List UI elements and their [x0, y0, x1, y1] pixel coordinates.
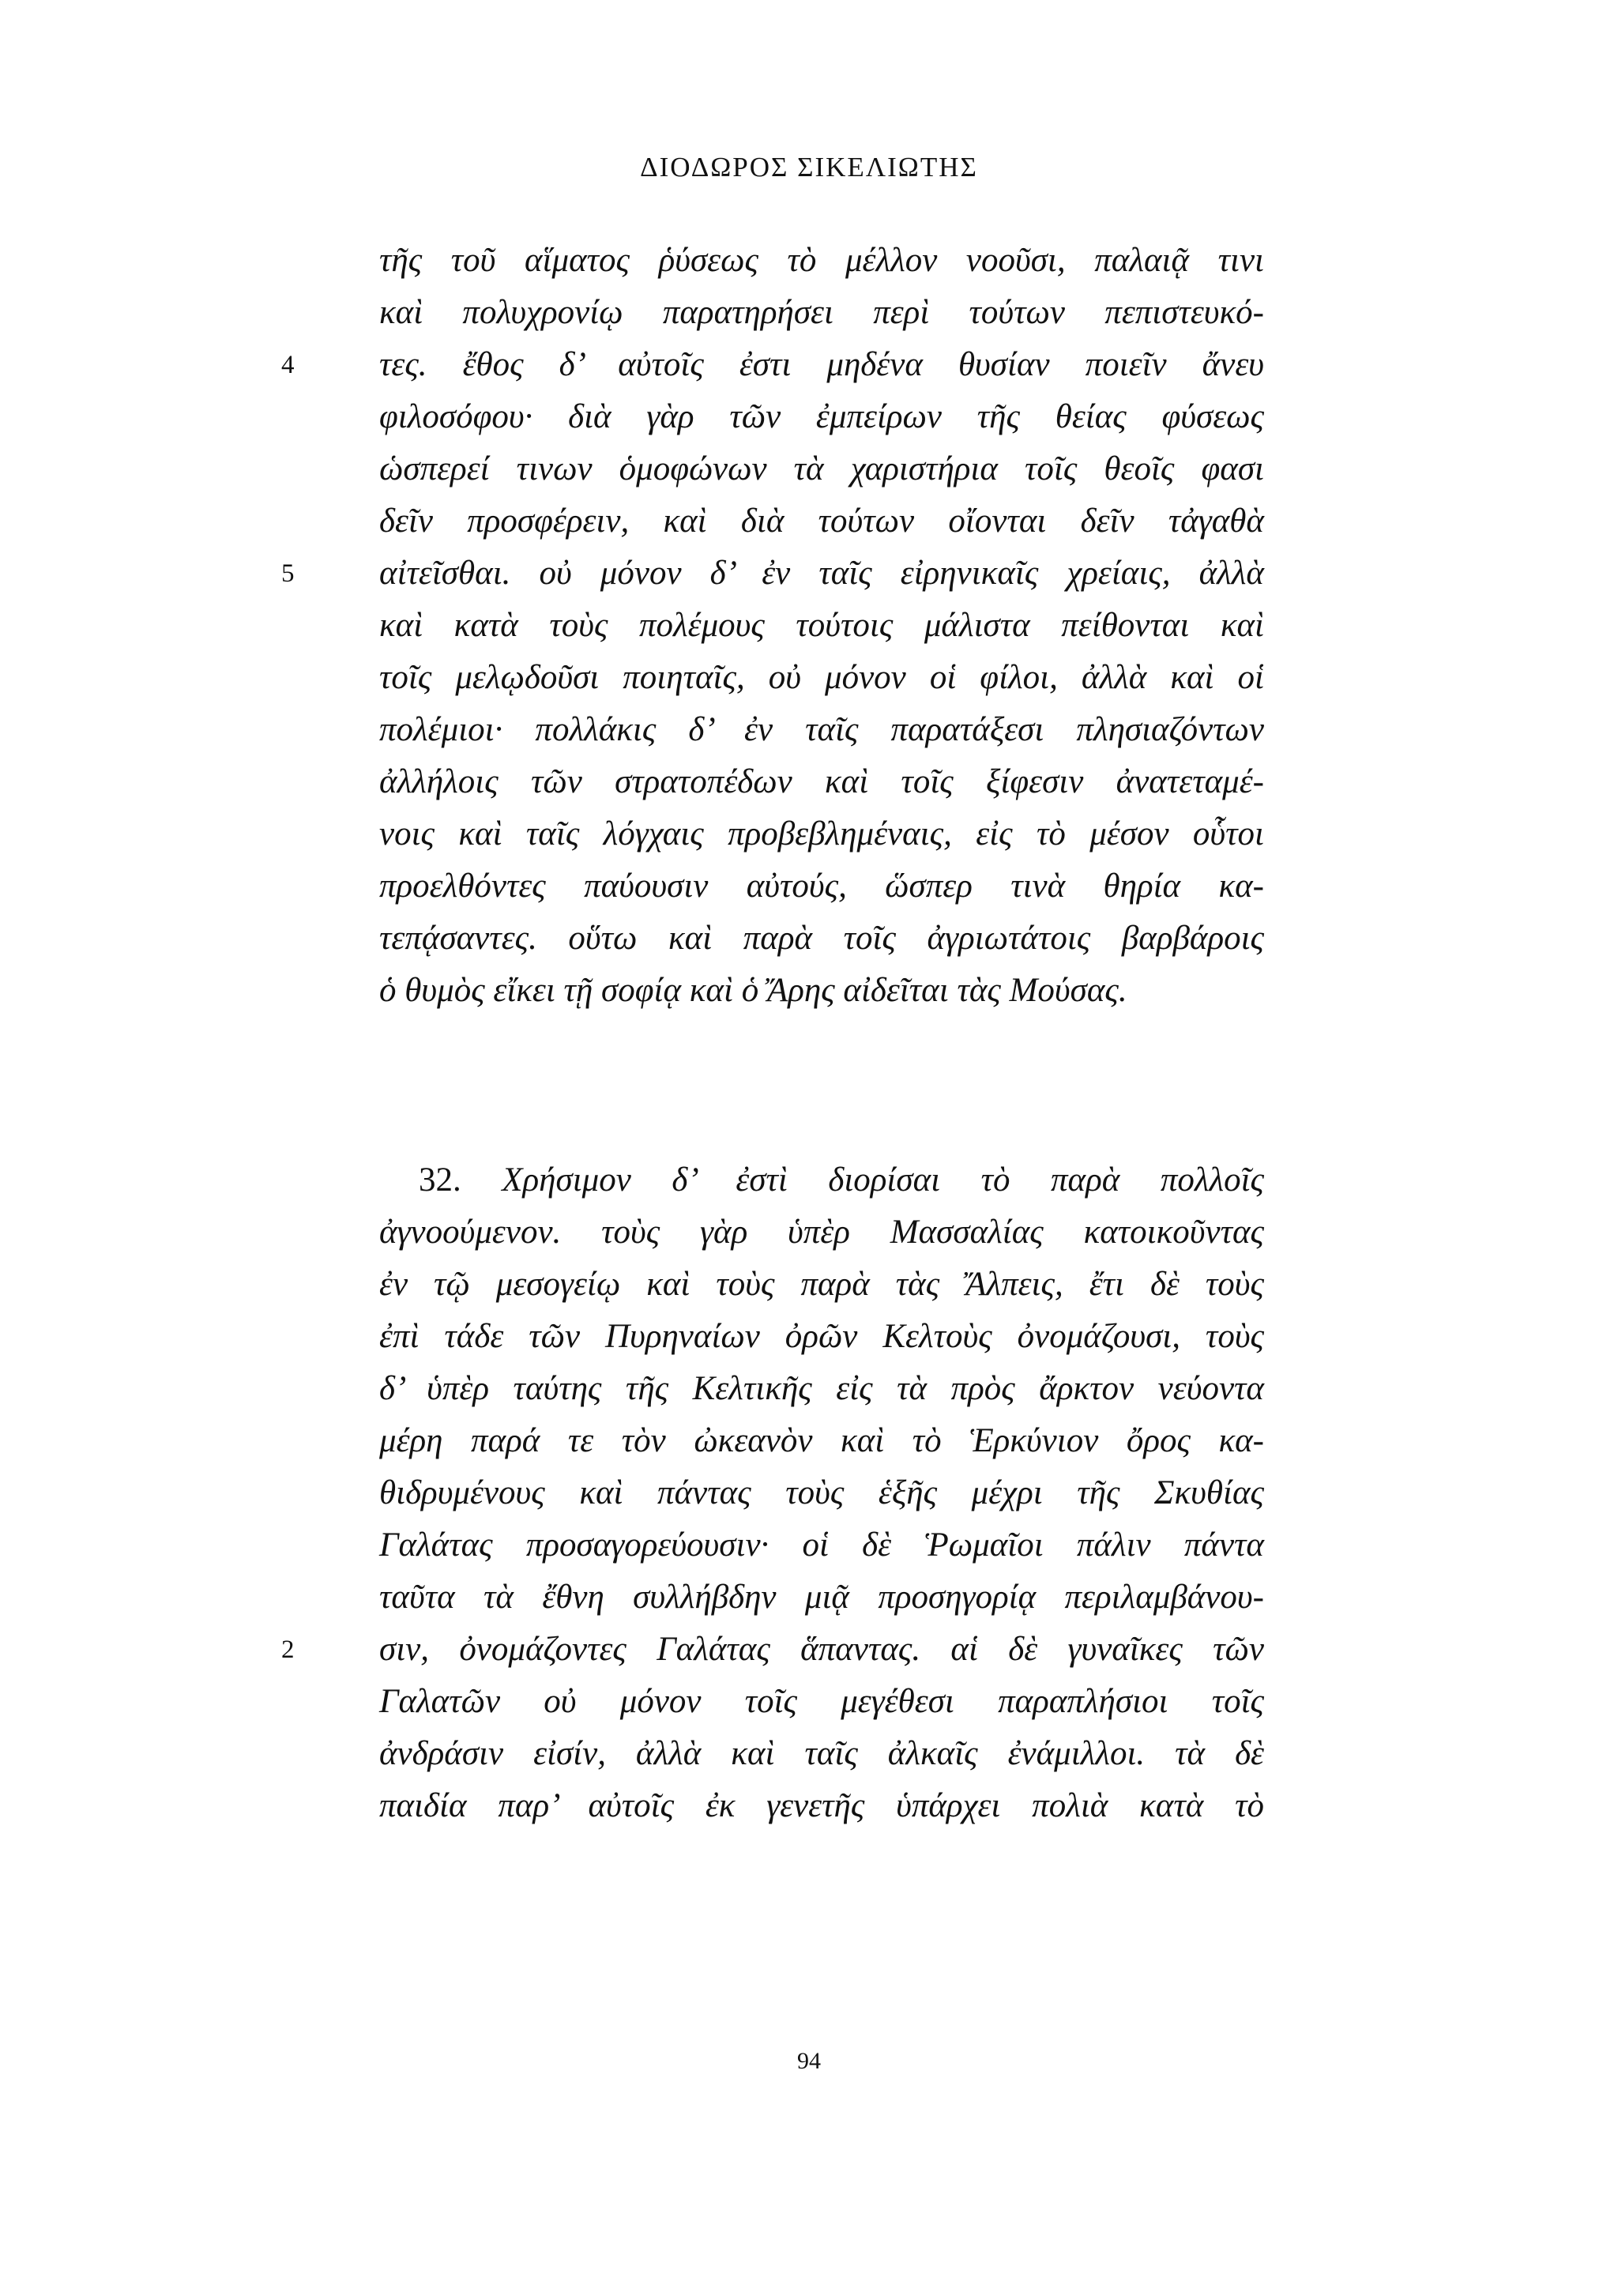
- text-line: Γαλάτας προσαγορεύουσιν· οἱ δὲ Ῥωμαῖοι πάλιν πάντα: [379, 1526, 1264, 1564]
- text-line: μέρη παρά τε τὸν ὠκεανὸν καὶ τὸ Ἑρκύνιον ὄρος κα-: [379, 1422, 1264, 1459]
- text-line: ἐπὶ τάδε τῶν Πυρηναίων ὀρῶν Κελτοὺς ὀνομάζουσι, τοὺς: [379, 1318, 1264, 1355]
- text-line: ὡσπερεί τινων ὁμοφώνων τὰ χαριστήρια τοῖς θεοῖς φασι: [379, 450, 1264, 487]
- text-line: θιδρυμένους καὶ πάντας τοὺς ἑξῆς μέχρι τῆς Σκυθίας: [379, 1474, 1264, 1511]
- paragraph-2: [281, 1154, 1265, 1832]
- text-line: δεῖν προσφέρειν, καὶ διὰ τούτων οἴονται δεῖν τἀγαθὰ: [379, 502, 1264, 540]
- text-line: ταῦτα τὰ ἔθνη συλλήβδην μιᾷ προσηγορίᾳ περιλαμβάνου-: [379, 1579, 1264, 1616]
- text-line: 4 τες. ἔθος δ’ αὐτοῖς ἐστι μηδένα θυσίαν ποιεῖν ἄνευ: [379, 339, 1264, 391]
- text-line: ὁ θυμὸς εἴκει τῇ σοφίᾳ καὶ ὁ Ἄρης αἰδεῖται τὰς Μούσας.: [379, 972, 1127, 1009]
- text-line: ἀλλήλοις τῶν στρατοπέδων καὶ τοῖς ξίφεσιν ἀνατεταμέ-: [379, 763, 1264, 800]
- section-number: 32.: [419, 1161, 461, 1199]
- page-number: 94: [797, 2048, 821, 2074]
- text-line: ἀνδράσιν εἰσίν, ἀλλὰ καὶ ταῖς ἀλκαῖς ἐνάμιλλοι. τὰ δὲ: [379, 1735, 1264, 1772]
- text-line: φιλοσόφου· διὰ γὰρ τῶν ἐμπείρων τῆς θείας φύσεως: [379, 398, 1264, 435]
- running-title: ΔΙΟΔΩΡΟΣ ΣΙΚΕΛΙΩΤΗΣ: [640, 152, 978, 183]
- text-line: 2 σιν, ὀνομάζοντες Γαλάτας ἅπαντας. αἱ δὲ γυναῖκες τῶν: [379, 1624, 1264, 1676]
- text-line: δ’ ὑπὲρ ταύτης τῆς Κελτικῆς εἰς τὰ πρὸς ἄρκτον νεύοντα: [379, 1370, 1264, 1407]
- text-line: 5 αἰτεῖσθαι. οὐ μόνον δ’ ἐν ταῖς εἰρηνικαῖς χρείαις, ἀλλὰ: [379, 548, 1264, 600]
- text-line: νοις καὶ ταῖς λόγχαις προβεβλημέναις, εἰς τὸ μέσον οὗτοι: [379, 815, 1264, 853]
- text-line: προελθόντες παύουσιν αὐτούς, ὥσπερ τινὰ θηρία κα-: [379, 868, 1264, 905]
- margin-number: 4: [281, 351, 295, 379]
- text-line-first: 32. Χρήσιμον δ’ ἐστὶ διορίσαι τὸ παρὰ πολλοῖς: [419, 1161, 1265, 1199]
- paragraph-1: [281, 235, 1264, 1017]
- margin-number: 2: [281, 1635, 295, 1664]
- text-line: καὶ κατὰ τοὺς πολέμους τούτοις μάλιστα πείθονται καὶ: [379, 607, 1264, 644]
- margin-number: 5: [281, 559, 295, 588]
- text-line: τῆς τοῦ αἵματος ῥύσεως τὸ μέλλον νοοῦσι, παλαιᾷ τινι: [379, 242, 1264, 279]
- text-line: Γαλατῶν οὐ μόνον τοῖς μεγέθεσι παραπλήσιοι τοῖς: [379, 1683, 1264, 1720]
- text-line: παιδία παρ’ αὐτοῖς ἐκ γενετῆς ὑπάρχει πολιὰ κατὰ τὸ: [379, 1787, 1264, 1824]
- text-line: πολέμιοι· πολλάκις δ’ ἐν ταῖς παρατάξεσι πλησιαζόντων: [379, 711, 1264, 748]
- text-line: τεπᾴσαντες. οὕτω καὶ παρὰ τοῖς ἀγριωτάτοις βαρβάροις: [379, 920, 1264, 957]
- text-line: καὶ πολυχρονίῳ παρατηρήσει περὶ τούτων πεπιστευκό-: [379, 294, 1264, 331]
- text-line: ἀγνοούμενον. τοὺς γὰρ ὑπὲρ Μασσαλίας κατοικοῦντας: [379, 1214, 1264, 1251]
- text-line: τοῖς μελῳδοῦσι ποιηταῖς, οὐ μόνον οἱ φίλοι, ἀλλὰ καὶ οἱ: [379, 659, 1264, 696]
- text-line: ἐν τῷ μεσογείῳ καὶ τοὺς παρὰ τὰς Ἄλπεις, ἔτι δὲ τοὺς: [379, 1266, 1264, 1303]
